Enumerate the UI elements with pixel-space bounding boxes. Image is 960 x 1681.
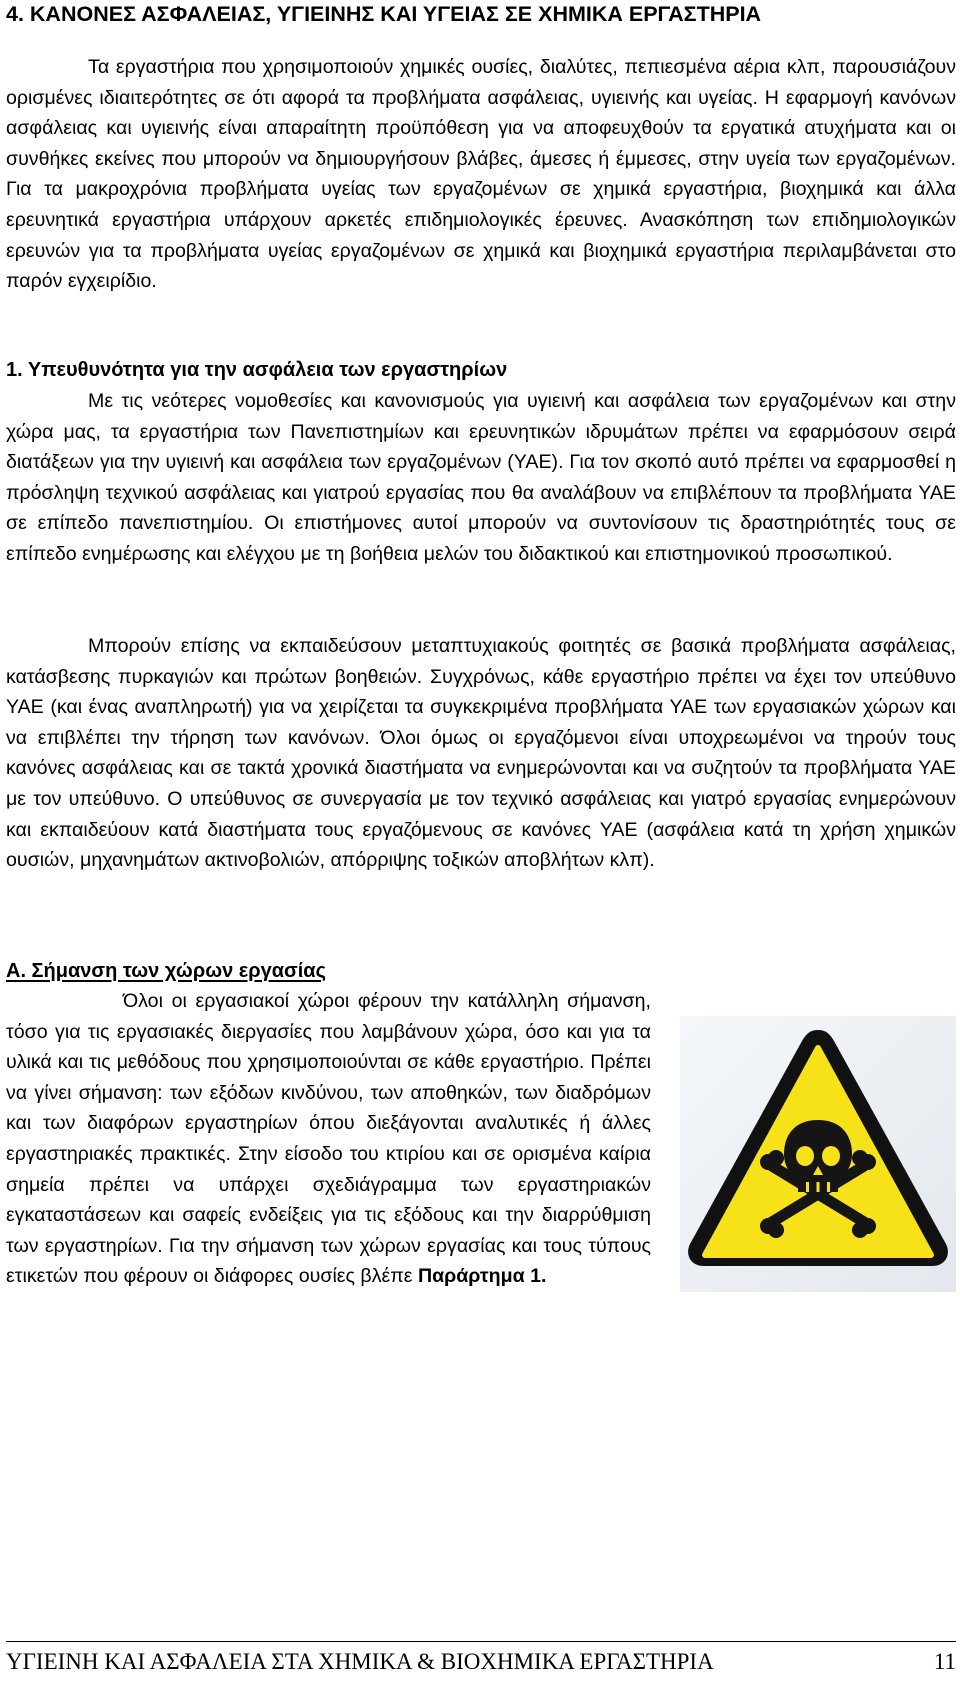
intro-paragraph: Τα εργαστήρια που χρησιμοποιούν χημικές ουσίες, διαλύτες, πεπιεσμένα αέρια κλπ, παρουσιάζουν ορισμένες ιδιαιτερότητες σε ότι αφορά τα προβλήματα ασφάλειας, υγιεινής και υγείας. Η εφαρμογή κανόνων ασφάλειας και υγιεινής είναι απαραίτητη προϋπόθεση για να αποφευχθούν τα εργατικά ατυχήματα και οι συνθήκες εκείνες που μπορούν να δημιουργήσουν βλάβες, άμεσες ή έμμεσες, στην υγεία των εργαζομένων. Για τα μακροχρόνια προβλήματα υγείας των εργαζομένων σε χημικά εργαστήρια, βιοχημικά και άλλα ερευνητικά εργαστήρια υπάρχουν αρκετές επιδημιολογικές έρευνες. Ανασκόπηση των επιδημιολογικών ερευνών για τα προβλήματα υγείας εργαζομένων σε χημικά και βιοχημικά εργαστήρια περιλαμβάνεται στο παρόν εγχειρίδιο. (6, 56, 956, 293)
section-a-title (6, 957, 326, 985)
section-a-title-text: Α. Σήμανση των χώρων εργασίας (6, 960, 326, 982)
page-number: 11 (933, 1649, 956, 1674)
page-footer (6, 1646, 956, 1678)
footer-title: ΥΓΙΕΙΝΗ ΚΑΙ ΑΣΦΑΛΕΙΑ ΣΤΑ ΧΗΜΙΚΑ & ΒΙΟΧΗΜΙΚΑ ΕΡΓΑΣΤΗΡΙΑ (6, 1649, 714, 1674)
section-a-paragraph (6, 986, 651, 1292)
section-a-body (6, 986, 651, 1292)
appendix-reference: Παράρτημα 1. (417, 1265, 547, 1288)
section-a-text: Όλοι οι εργασιακοί χώροι φέρουν την κατάλληλη σήμανση, τόσο για τις εργασιακές διεργασίες που λαμβάνουν χώρα, όσο και για τα υλικά και τις μεθόδους που χρησιμοποιούνται σε κάθε εργαστήριο. Πρέπει να γίνει σήμανση: των εξόδων κινδύνου, των αποθηκών, των διαδρόμων και των διαφόρων εργαστηρίων όπου διεξάγονται αναλυτικές ή άλλες εργαστηριακές πρακτικές. Στην είσοδο του κτιρίου και σε ορισμένα καίρια σημεία πρέπει να υπάρχει σχεδιάγραμμα των εργαστηριακών εγκαταστάσεων και σαφείς ενδείξεις για τις εξόδους και την διαρρύθμιση των εργαστηρίων. Για την σήμανση των χώρων εργασίας και τους τύπους ετικετών που φέρουν οι διάφορες ουσίες βλέπε (6, 990, 651, 1288)
section-1-paragraph-2: Μπορούν επίσης να εκπαιδεύσουν μεταπτυχιακούς φοιτητές σε βασικά προβλήματα ασφάλειας, κατάσβεσης πυρκαγιών και πρώτων βοηθειών. Συγχρόνως, κάθε εργαστήριο πρέπει να έχει τον υπεύθυνο ΥΑΕ (και ένας αναπληρωτή) για να χειρίζεται τα συγκεκριμένα προβλήματα ΥΑΕ των εργασιακών χώρων και να επιβλέπει την τήρηση των κανόνων. Όλοι όμως οι εργαζόμενοι είναι υποχρεωμένοι να τηρούν τους κανόνες ασφάλειας και σε τακτά χρονικά διαστήματα να ενημερώνονται και να συζητούν τα προβλήματα ΥΑΕ με τον υπεύθυνο. Ο υπεύθυνος σε συνεργασία με τον τεχνικό ασφάλειας και γιατρό εργασίας ενημερώνουν και εκπαιδεύουν κατά διαστήματα τους εργαζόμενους σε κανόνες ΥΑΕ (ασφάλεια κατά τη χρήση χημικών ουσιών, μηχανημάτων ακτινοβολιών, απόρριψης τοξικών αποβλήτων κλπ). (6, 635, 956, 872)
page-heading: 4. ΚΑΝΟΝΕΣ ΑΣΦΑΛΕΙΑΣ, ΥΓΙΕΙΝΗΣ ΚΑΙ ΥΓΕΙΑΣ ΣΕ ΧΗΜΙΚΑ ΕΡΓΑΣΤΗΡΙΑ (6, 2, 762, 26)
toxic-warning-sign-icon (680, 1016, 956, 1292)
footer-rule (6, 1641, 956, 1642)
section-1-paragraph-1: Με τις νεότερες νομοθεσίες και κανονισμούς για υγιεινή και ασφάλεια των εργαζομένων και στην χώρα μας, τα εργαστήρια των Πανεπιστημίων και ερευνητικών ιδρυμάτων πρέπει να εφαρμόσουν σειρά διατάξεων για την υγιεινή και ασφάλεια των εργαζομένων (ΥΑΕ). Για τον σκοπό αυτό πρέπει να εφαρμοσθεί η πρόσληψη τεχνικού ασφάλειας και γιατρού εργασίας που θα αναλάβουν να επιβλέπουν τα προβλήματα ΥΑΕ σε επίπεδο πανεπιστημίου. Οι επιστήμονες αυτοί μπορούν να συντονίσουν τις δραστηριότητές τους σε επίπεδο ενημέρωσης και ελέγχου με τη βοήθεια μελών του διδακτικού και επιστημονικού προσωπικού. (6, 390, 956, 565)
section-1-title: 1. Υπευθυνότητα για την ασφάλεια των εργαστηρίων (6, 359, 508, 381)
